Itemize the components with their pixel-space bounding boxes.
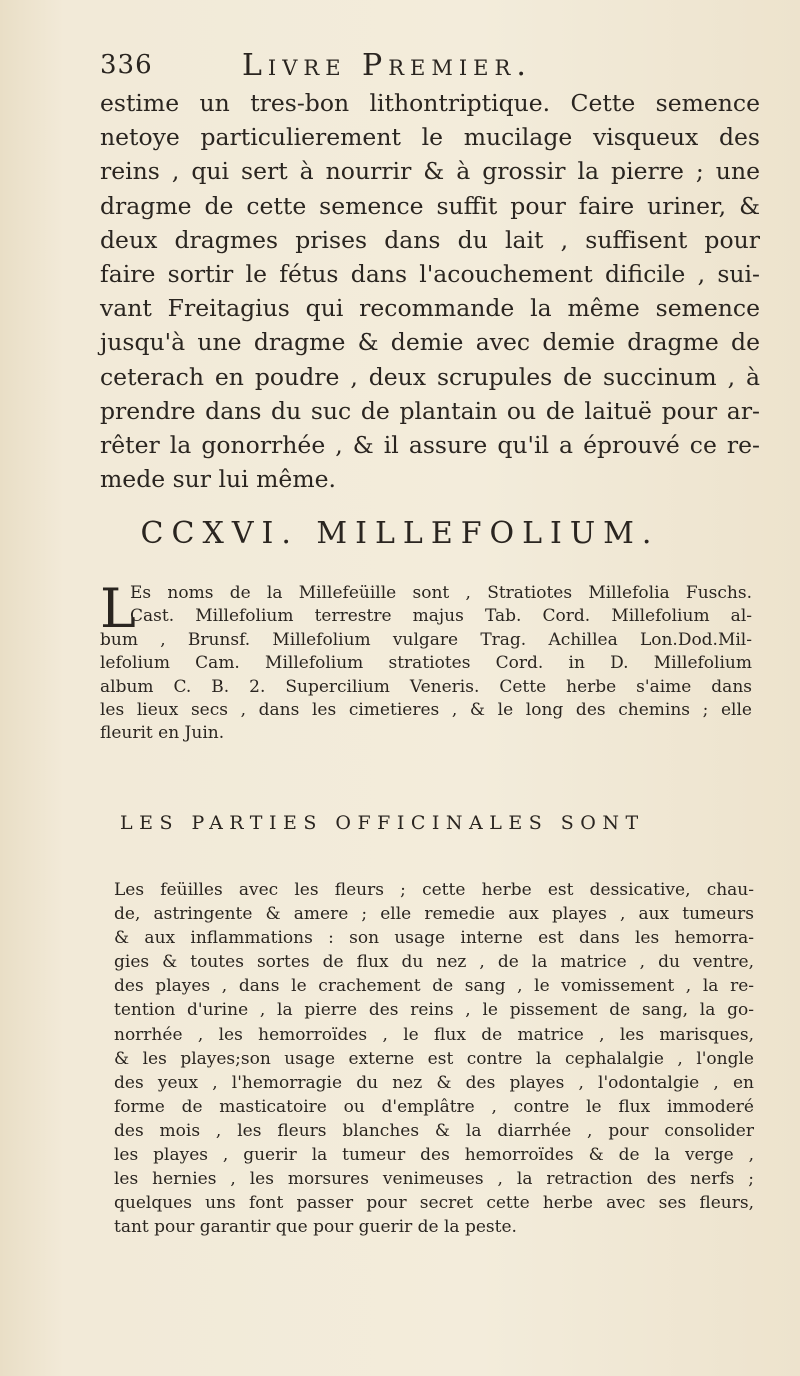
text-line: fleurit en Juin.	[100, 723, 225, 744]
text-line: prendre dans du suc de plantain ou de laituë pour ar-	[100, 396, 760, 425]
text-line: mede sur lui même.	[100, 465, 336, 494]
text-line: Cast. Millefolium terrestre majus Tab. Cord. Millefolium al-	[130, 606, 752, 627]
drop-cap: L	[100, 577, 136, 640]
text-line: & aux inflammations : son usage interne est dans les hemorra-	[114, 928, 754, 949]
paragraph-continuation	[100, 86, 760, 496]
text-line: forme de masticatoire ou d'emplâtre , contre le flux immoderé	[114, 1096, 754, 1117]
text-line: tention d'urine , la pierre des reins , le pissement de sang, la go-	[114, 1000, 754, 1021]
text-line: netoye particulierement le mucilage visqueux des	[100, 123, 760, 152]
text-line: bum , Brunsf. Millefolium vulgare Trag. Achillea Lon.Dod.Mil-	[100, 629, 752, 650]
text-line: Les feüilles avec les fleurs ; cette herbe est dessicative, chau-	[114, 880, 754, 900]
text-line: les hernies , les morsures venimeuses , la retraction des nerfs ;	[114, 1169, 754, 1190]
text-line: & les playes;son usage externe est contre la cephalalgie , l'ongle	[114, 1048, 754, 1069]
text-line: norrhée , les hemorroïdes , le flux de matrice , les marisques,	[114, 1024, 754, 1045]
text-line: quelques uns font passer pour secret cette herbe avec ses fleurs,	[114, 1193, 754, 1214]
text-line: des yeux , l'hemorragie du nez & des playes , l'odontalgie , en	[114, 1072, 754, 1093]
section-title: CCXVI. MILLEFOLIUM.	[140, 516, 660, 551]
text-line: faire sortir le fétus dans l'acouchement dificile , sui-	[100, 260, 760, 289]
text-line: dragme de cette semence suffit pour faire uriner, &	[100, 191, 760, 220]
subheading: LES PARTIES OFFICINALES SONT	[120, 812, 645, 834]
text-line: jusqu'à une dragme & demie avec demie dragme de	[100, 328, 760, 357]
text-line: reins , qui sert à nourrir & à grossir la pierre ; une	[100, 157, 760, 186]
paragraph-officinal-parts	[114, 878, 754, 1239]
text-line: de, astringente & amere ; elle remedie aux playes , aux tumeurs	[114, 904, 754, 925]
text-line: vant Freitagius qui recommande la même semence	[100, 294, 760, 323]
text-line: des playes , dans le crachement de sang , le vomissement , la re-	[114, 976, 754, 997]
text-line: estime un tres-bon lithontriptique. Cette semence	[100, 89, 760, 117]
page-number: 336	[100, 50, 153, 80]
text-line: les lieux secs , dans les cimetieres , & le long des chemins ; elle	[100, 700, 752, 721]
text-line: rêter la gonorrhée , & il assure qu'il a éprouvé ce re-	[100, 431, 760, 460]
text-line: tant pour garantir que pour guerir de la peste.	[114, 1217, 517, 1238]
paragraph-names	[100, 577, 752, 746]
text-line: gies & toutes sortes de flux du nez , de la matrice , du ventre,	[114, 952, 754, 973]
text-line: les playes , guerir la tumeur des hemorroïdes & de la verge ,	[114, 1145, 754, 1166]
text-line: lefolium Cam. Millefolium stratiotes Cord. in D. Millefolium	[100, 653, 752, 674]
text-line: album C. B. 2. Supercilium Veneris. Cette herbe s'aime dans	[100, 676, 752, 697]
text-line: des mois , les fleurs blanches & la diarrhée , pour consolider	[114, 1120, 754, 1141]
text-line: Es noms de la Millefeüille sont , Stratiotes Millefolia Fuschs.	[130, 583, 752, 603]
text-line: deux dragmes prises dans du lait , suffisent pour	[100, 225, 760, 254]
page-header	[100, 48, 740, 88]
running-head: Livre Premier.	[242, 48, 532, 83]
text-line: ceterach en poudre , deux scrupules de succinum , à	[100, 362, 760, 391]
